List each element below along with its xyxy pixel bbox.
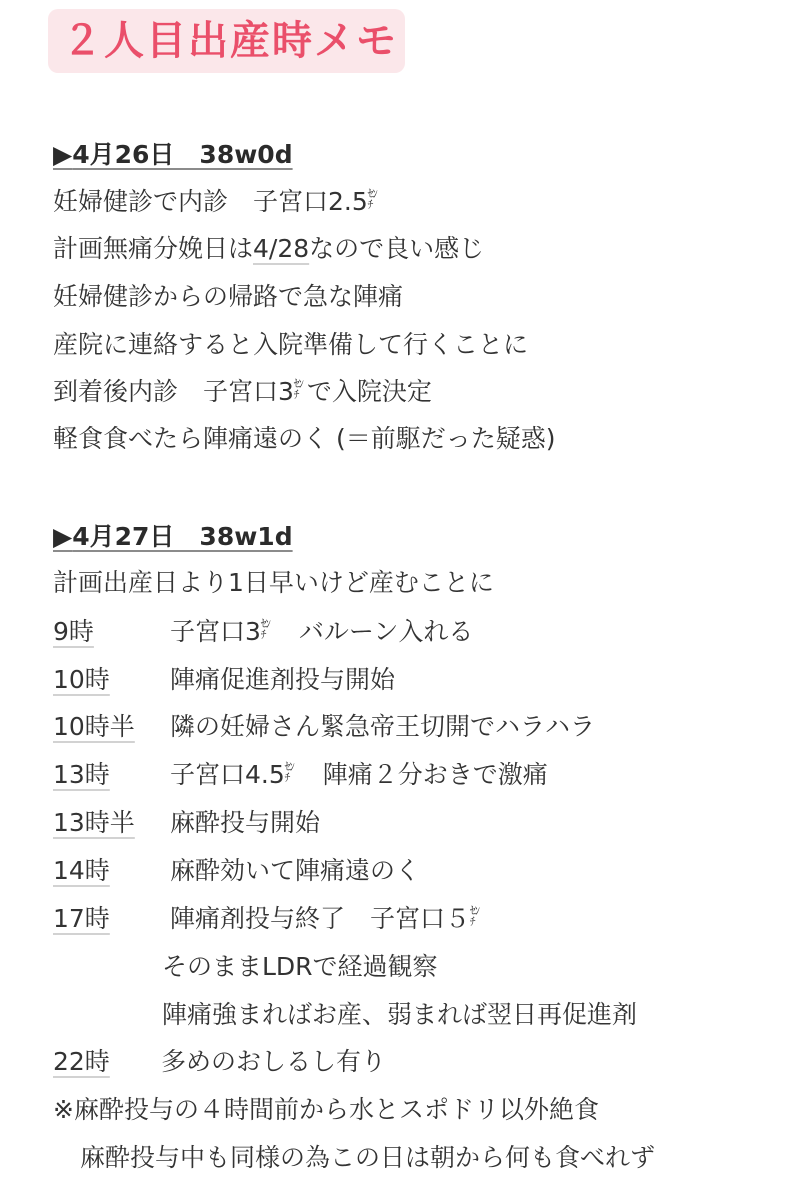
timeline-entry-10half [53,711,595,743]
triangle-marker-icon: ▶ [53,522,73,551]
day1-line-1-text: 妊婦健診で内診 子宮口2.5 [53,187,368,216]
day1-line-2-post: なので良い感じ [309,234,485,263]
entry-text: 子宮口3 [170,617,261,646]
entry-text-post: 陣痛２分おきで激痛 [297,760,548,789]
timeline-entry-10 [53,664,395,696]
day1-line-5-post: で入院決定 [306,377,432,406]
timeline-entry-13half [53,807,320,839]
entry-text: 子宮口4.5 [170,760,285,789]
day1-line-1 [53,186,381,218]
timeline-entry-22 [53,1046,386,1078]
timeline-continuation-2: 陣痛強まればお産、弱まれば翌日再促進剤 [162,1000,638,1029]
entry-text: 隣の妊婦さん緊急帝王切開でハラハラ [170,712,596,741]
timeline-continuation-1: そのままLDRで経過観察 [162,952,438,981]
day1-line-5 [53,376,432,408]
page-title: ２人目出産時メモ [62,18,398,64]
day1-line-4: 産院に連絡すると入院準備して行くことに [53,330,529,359]
entry-text: 麻酔投与開始 [170,808,321,837]
day1-line-3: 妊婦健診からの帰路で急な陣痛 [53,282,404,311]
time-link[interactable]: 17時 [53,904,110,933]
triangle-marker-icon: ▶ [53,140,73,169]
timeline-entry-17 [53,903,483,935]
title-banner [48,9,405,73]
timeline-entry-14 [53,855,420,887]
time-link[interactable]: 10時 [53,665,110,694]
unit-cm-label: ｾﾝ ﾁ [284,760,294,784]
day1-heading [53,139,293,171]
entry-text-post: バルーン入れる [273,617,474,646]
date-link[interactable]: 4/28 [253,234,310,263]
time-link[interactable]: 13時半 [53,808,135,837]
day1-heading-text: 4月26日 38w0d [72,140,293,169]
entry-text: 陣痛促進剤投与開始 [170,665,396,694]
day1-line-2-text: 計画無痛分娩日は [53,234,254,263]
time-link[interactable]: 9時 [53,617,94,646]
entry-text: 多めのおしるし有り [161,1047,387,1076]
unit-cm-label: ｾﾝ ﾁ [260,617,270,641]
day2-heading-text: 4月27日 38w1d [72,522,293,551]
day2-intro: 計画出産日より1日早いけど産むことに [53,568,494,597]
time-link[interactable]: 22時 [53,1047,110,1076]
unit-cm-label: ｾﾝ ﾁ [293,377,303,401]
entry-text: 陣痛剤投与終了 子宮口５ [170,904,471,933]
day1-line-6: 軽食食べたら陣痛遠のく (＝前駆だった疑惑) [53,424,556,453]
time-link[interactable]: 13時 [53,760,110,789]
entry-text: 麻酔効いて陣痛遠のく [170,856,421,885]
time-link[interactable]: 10時半 [53,712,135,741]
note-line-1: ※麻酔投与の４時間前から水とスポドリ以外絶食 [53,1095,599,1124]
note-line-2: 麻酔投与中も同様の為この日は朝から何も食べれず [80,1143,656,1172]
day2-heading [53,521,293,553]
timeline-entry-13 [53,759,548,791]
day1-line-2 [53,233,484,265]
timeline-entry-9 [53,616,473,648]
unit-cm-label: ｾﾝ ﾁ [367,187,377,211]
day1-line-5-text: 到着後内診 子宮口3 [53,377,294,406]
time-link[interactable]: 14時 [53,856,110,885]
unit-cm-label: ｾﾝ ﾁ [470,904,480,928]
